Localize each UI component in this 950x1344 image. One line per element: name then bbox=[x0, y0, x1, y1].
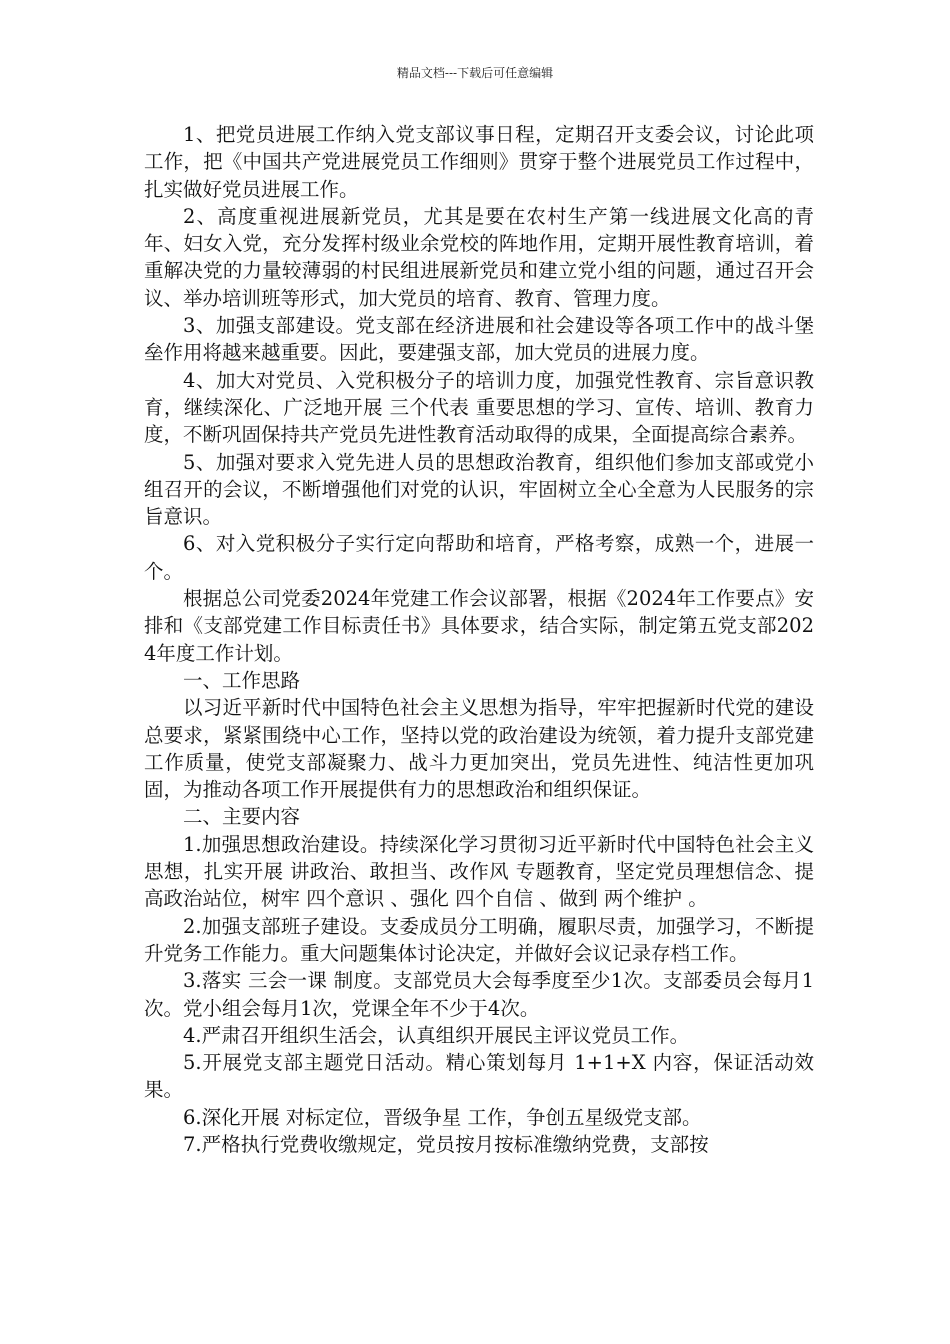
document-body bbox=[144, 121, 814, 1158]
intro-paragraph: 根据总公司党委2024年党建工作会议部署，根据《2024年工作要点》安排和《支部党建工作目标责任书》具体要求，结合实际，制定第五党支部2024年度工作计划。 bbox=[144, 587, 814, 665]
content-item-4: 4.严肃召开组织生活会，认真组织开展民主评议党员工作。 bbox=[183, 1023, 690, 1047]
content-item-6: 6.深化开展 对标定位，晋级争星 工作，争创五星级党支部。 bbox=[183, 1105, 702, 1129]
content-item-1: 1.加强思想政治建设。持续深化学习贯彻习近平新时代中国特色社会主义思想，扎实开展 讲政治、敢担当、改作风 专题教育，坚定党员理想信念、提高政治站位，树牢 四个意识 、强化 四个自信 、做到 两个维护 。 bbox=[144, 832, 814, 911]
paragraph-2: 2、高度重视进展新党员，尤其是要在农村生产第一线进展文化高的青年、妇女入党，充分发挥村级业余党校的阵地作用，定期开展性教育培训，着重解决党的力量较薄弱的村民组进展新党员和建立党小组的问题，通过召开会议、举办培训班等形式，加大党员的培育、教育、管理力度。 bbox=[144, 204, 814, 310]
paragraph-3: 3、加强支部建设。党支部在经济进展和社会建设等各项工作中的战斗堡垒作用将越来越重要。因此，要建强支部，加大党员的进展力度。 bbox=[144, 314, 814, 365]
work-ideas-paragraph: 以习近平新时代中国特色社会主义思想为指导，牢牢把握新时代党的建设总要求，紧紧围绕中心工作，坚持以党的政治建设为统领，着力提升支部党建工作质量，使党支部凝聚力、战斗力更加突出，党员先进性、纯洁性更加巩固，为推动各项工作开展提供有力的思想政治和组织保证。 bbox=[144, 696, 814, 802]
paragraph-4: 4、加大对党员、入党积极分子的培训力度，加强党性教育、宗旨意识教育，继续深化、广泛地开展 三个代表 重要思想的学习、宣传、培训、教育力度，不断巩固保持共产党员先进性教育活动取得的成果，全面提高综合素养。 bbox=[144, 368, 814, 447]
paragraph-5: 5、加强对要求入党先进人员的思想政治教育，组织他们参加支部或党小组召开的会议，不断增强他们对党的认识，牢固树立全心全意为人民服务的宗旨意识。 bbox=[144, 450, 814, 529]
paragraph-1: 1、把党员进展工作纳入党支部议事日程，定期召开支委会议，讨论此项工作，把《中国共产党进展党员工作细则》贯穿于整个进展党员工作过程中，扎实做好党员进展工作。 bbox=[144, 123, 814, 201]
content-item-5: 5.开展党支部主题党日活动。精心策划每月 1+1+X 内容，保证活动效果。 bbox=[144, 1051, 814, 1102]
content-item-2: 2.加强支部班子建设。支委成员分工明确，履职尽责，加强学习，不断提升党务工作能力。重大问题集体讨论决定，并做好会议记录存档工作。 bbox=[144, 914, 814, 965]
page-header: 精品文档---下载后可任意编辑 bbox=[396, 66, 554, 80]
paragraph-6: 6、对入党积极分子实行定向帮助和培育，严格考察，成熟一个，进展一个。 bbox=[144, 532, 814, 583]
content-item-3: 3.落实 三会一课 制度。支部党员大会每季度至少1次。支部委员会每月1次。党小组会每月1次，党课全年不少于4次。 bbox=[144, 969, 814, 1020]
section-heading-main-content: 二、主要内容 bbox=[183, 805, 301, 829]
content-item-7: 7.严格执行党费收缴规定，党员按月按标准缴纳党费，支部按 bbox=[183, 1132, 709, 1156]
section-heading-work-ideas: 一、工作思路 bbox=[183, 668, 301, 692]
